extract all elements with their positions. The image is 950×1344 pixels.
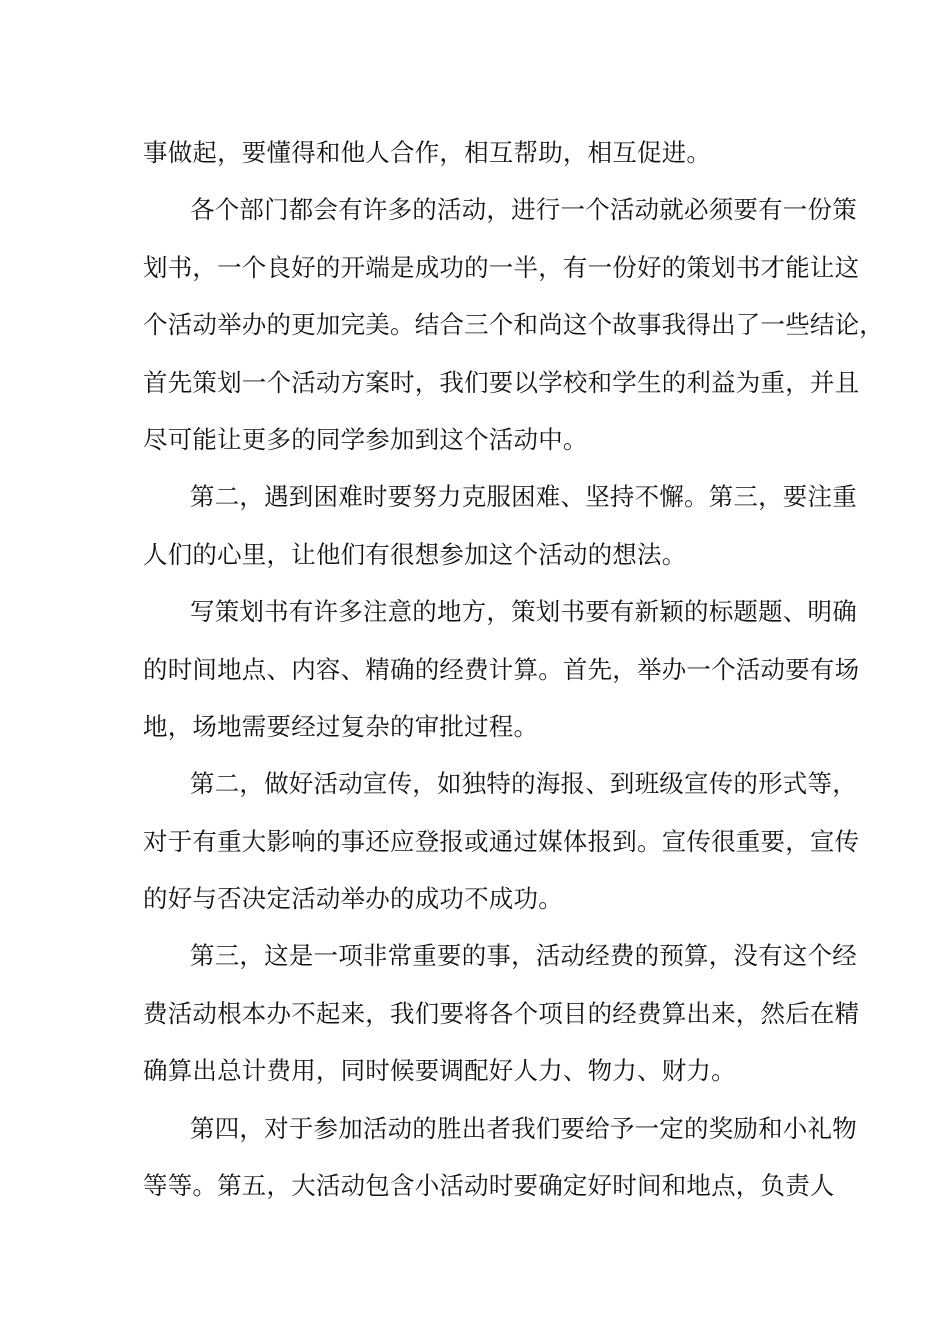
text-line-4: 个活动举办的更加完美。结合三个和尚这个故事我得出了一些结论， [143,310,884,340]
text-line-5: 首先策划一个活动方案时，我们要以学校和学生的利益为重，并且 [143,367,860,397]
text-line-18: 第四，对于参加活动的胜出者我们要给予一定的奖励和小礼物 [190,1113,857,1143]
text-line-11: 地，场地需要经过复杂的审批过程。 [143,711,539,741]
text-line-8: 人们的心里，让他们有很想参加这个活动的想法。 [143,539,687,569]
text-line-15: 第三，这是一项非常重要的事，活动经费的预算，没有这个经 [190,941,857,971]
text-line-19: 等等。第五，大活动包含小活动时要确定好时间和地点，负责人 [143,1171,835,1201]
text-line-7: 第二，遇到困难时要努力克服困难、坚持不懈。第三，要注重 [190,482,857,512]
text-line-9: 写策划书有许多注意的地方，策划书要有新颖的标题题、明确 [190,597,857,627]
text-line-16: 费活动根本办不起来，我们要将各个项目的经费算出来，然后在精 [143,998,860,1028]
text-line-13: 对于有重大影响的事还应登报或通过媒体报到。宣传很重要，宣传 [143,826,860,856]
text-line-6: 尽可能让更多的同学参加到这个活动中。 [143,424,588,454]
body-text [143,124,884,1214]
text-line-2: 各个部门都会有许多的活动，进行一个活动就必须要有一份策 [190,195,857,225]
text-line-12: 第二，做好活动宣传，如独特的海报、到班级宣传的形式等， [190,769,857,799]
text-line-17: 确算出总计费用，同时候要调配好人力、物力、财力。 [143,1056,736,1086]
text-line-1: 事做起，要懂得和他人合作，相互帮助，相互促进。 [143,138,712,167]
text-line-10: 的时间地点、内容、精确的经费计算。首先，举办一个活动要有场 [143,654,860,684]
text-line-3: 划书，一个良好的开端是成功的一半，有一份好的策划书才能让这 [143,252,860,282]
text-line-14: 的好与否决定活动举办的成功不成功。 [143,884,563,914]
